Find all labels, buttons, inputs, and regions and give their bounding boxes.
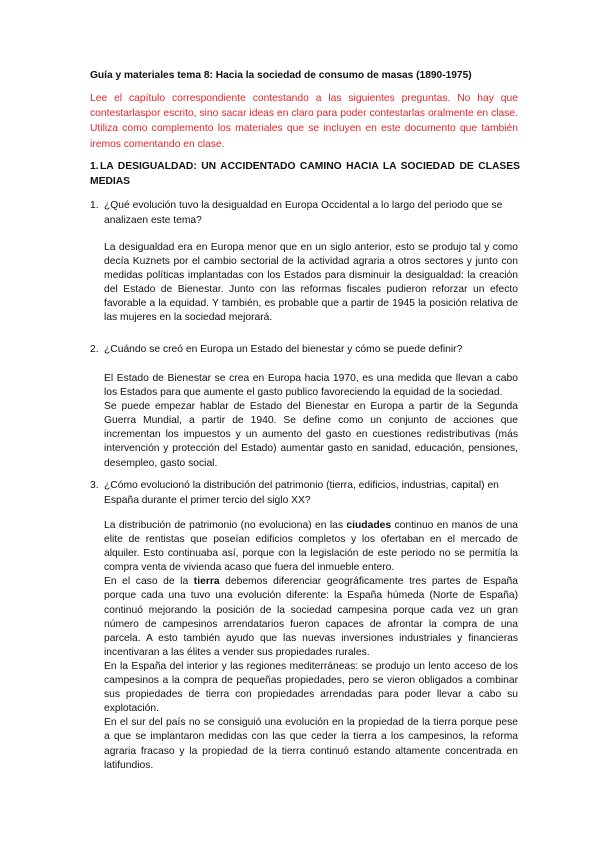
answer-paragraph: En el sur del país no se consiguió una evolución en la propiedad de la tierra porque pese a que se implantaron medidas con las que ceder la tierra a los campesinos, la reforma agraria fracaso y la propiedad de la tierra continuó estando altamente concentrada en latifundios. <box>104 717 518 771</box>
question-number: 3. <box>90 480 99 491</box>
answer-paragraph: En el caso de la tierra debemos diferenciar geográficamente tres partes de España porque cada una tuvo una evolución diferente: la España húmeda (Norte de España) continuó mejorando la posición de la sociedad campesina porque cada vez un gran número de campesinos arrendatarios fueron capaces de afrontar la compra de una parcela. A esto también ayudo que las nuevas inversiones industriales y financieras incentivaran a las élites a vender sus propiedades rurales. <box>104 576 518 658</box>
question-number: 2. <box>90 344 99 355</box>
answer-paragraph: La desigualdad era en Europa menor que en un siglo anterior, esto se produjo tal y como decía Kuznets por el cambio sectorial de la actividad agraria a otros sectores y junto con medidas políticas implantadas con los Estados para disminuir la desigualdad: la creación del Estado de Bienestar. Junto con las reformas fiscales pudieron reforzar un efecto favorable a la equidad. Y también, es probable que a partir de 1945 la posición relativa de las mujeres en la sociedad mejorará. <box>104 242 518 324</box>
answer-3 <box>104 519 518 773</box>
highlight-tierra: tierra <box>193 576 220 588</box>
highlight-ciudades: ciudades <box>346 520 392 531</box>
section-title: LA DESIGUALDAD: UN ACCIDENTADO CAMINO HACIA LA SOCIEDAD DE CLASES MEDIAS <box>90 161 520 187</box>
question-2 <box>90 343 520 358</box>
answer-1 <box>104 241 518 326</box>
intro-instructions: Lee el capítulo correspondiente contestando a las siguientes preguntas. No hay que contestarlaspor escrito, sino sacar ideas en claro para poder contestarlas oralmente en clase. Utiliza como complemento los materiales que se incluyen en este documento que también iremos comentando en clase. <box>90 93 518 150</box>
section-number: 1. <box>90 161 99 172</box>
answer-paragraph: El Estado de Bienestar se crea en Europa hacia 1970, es una medida que llevan a cabo los Estados para que aumente el gasto publico favoreciendo la equidad de la sociedad. <box>104 373 518 399</box>
answer-paragraph: En la España del interior y las regiones mediterráneas: se produjo un lento acceso de los campesinos a la compra de pequeñas propiedades, pero se vieron obligados a combinar sus propiedades de tierra con propiedades arrendadas para poder llevar a cabo su explotación. <box>104 660 518 715</box>
document-title: Guía y materiales tema 8: Hacia la sociedad de consumo de masas (1890-1975) <box>90 70 472 81</box>
question-text: ¿Cómo evolucionó la distribución del patrimonio (tierra, edificios, industrias, capital) en España durante el primer tercio del siglo XX? <box>104 480 499 506</box>
answer-paragraph: La distribución de patrimonio (no evoluciona) en las ciudades continuo en manos de una elite de rentistas que poseían edificios completos y los ofertaban en el mercado de alquiler. Esto continuaba así, porque con la legislación de este periodo no se permitía la compra venta de vivienda acaso que fuera del inmueble entero. <box>104 520 518 574</box>
question-number: 1. <box>90 200 99 211</box>
question-3 <box>90 479 520 508</box>
question-text: ¿Qué evolución tuvo la desigualdad en Europa Occidental a lo largo del periodo que se analizaen este tema? <box>104 200 503 226</box>
section-heading <box>90 160 520 189</box>
answer-2 <box>104 372 518 471</box>
question-1 <box>90 199 520 228</box>
question-text: ¿Cuándo se creó en Europa un Estado del bienestar y cómo se puede definir? <box>104 344 463 355</box>
answer-paragraph: Se puede empezar hablar de Estado del Bienestar en Europa a partir de la Segunda Guerra Mundial, a partir de 1940. Se define como un conjunto de acciones que incrementan los impuestos y un aumento del gasto en cuestiones redistributivas (más intervención y protección del Estado) aumentar gasto en sanidad, educación, pensiones, desempleo, gasto social. <box>104 401 518 469</box>
